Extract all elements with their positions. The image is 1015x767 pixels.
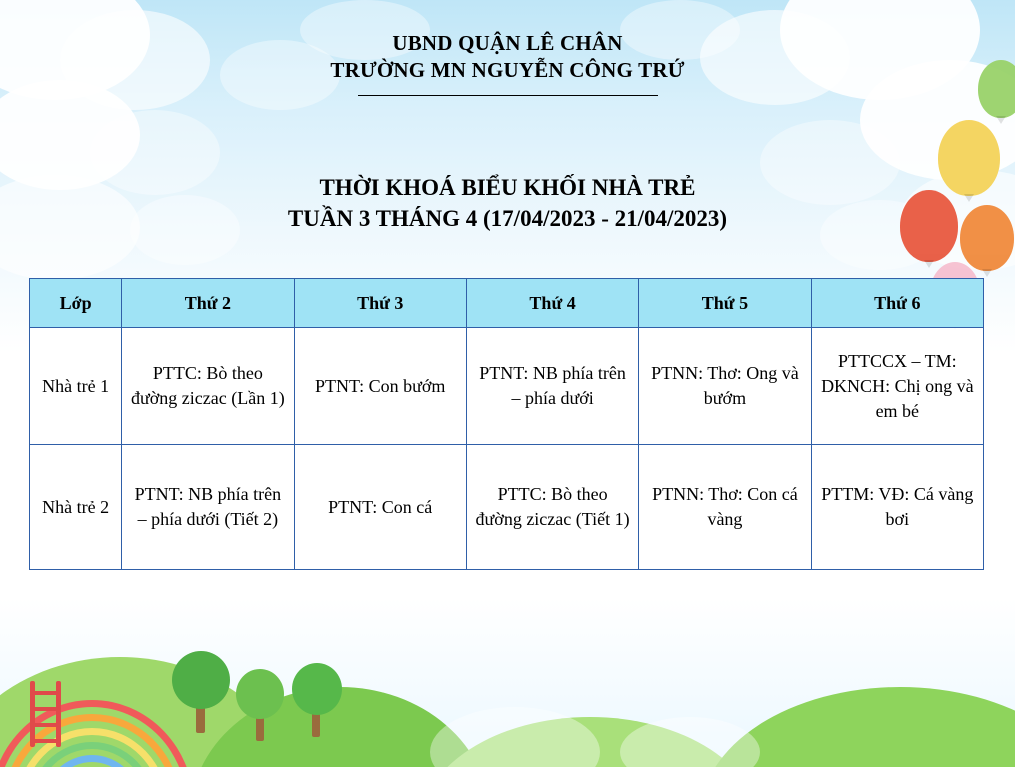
lesson-cell: PTNT: NB phía trên – phía dưới (Tiết 2) bbox=[122, 445, 294, 570]
row-class-label: Nhà trẻ 1 bbox=[30, 328, 122, 445]
lesson-cell: PTTCCX – TM: DKNCH: Chị ong và em bé bbox=[811, 328, 983, 445]
lesson-cell: PTNT: Con cá bbox=[294, 445, 466, 570]
timetable bbox=[29, 278, 984, 570]
table-row bbox=[30, 328, 984, 445]
row-class-label: Nhà trẻ 2 bbox=[30, 445, 122, 570]
org-line-1: UBND QUẬN LÊ CHÂN bbox=[392, 31, 623, 55]
table-row bbox=[30, 445, 984, 570]
header-cell-day-3: Thứ 3 bbox=[294, 279, 466, 328]
schedule-container bbox=[29, 278, 984, 570]
header-cell-class: Lớp bbox=[30, 279, 122, 328]
lesson-cell: PTTC: Bò theo đường ziczac (Lần 1) bbox=[122, 328, 294, 445]
lesson-cell: PTTC: Bò theo đường ziczac (Tiết 1) bbox=[466, 445, 638, 570]
title-line-2: TUẦN 3 THÁNG 4 (17/04/2023 - 21/04/2023) bbox=[287, 206, 728, 231]
header-cell-day-2: Thứ 2 bbox=[122, 279, 294, 328]
lesson-cell: PTNN: Thơ: Con cá vàng bbox=[639, 445, 811, 570]
table-header-row bbox=[30, 279, 984, 328]
header-divider bbox=[358, 95, 658, 96]
lesson-cell: PTNT: Con bướm bbox=[294, 328, 466, 445]
header-cell-day-6: Thứ 6 bbox=[811, 279, 983, 328]
lesson-cell: PTTM: VĐ: Cá vàng bơi bbox=[811, 445, 983, 570]
header-cell-day-5: Thứ 5 bbox=[639, 279, 811, 328]
title-line-1: THỜI KHOÁ BIỂU KHỐI NHÀ TRẺ bbox=[319, 175, 696, 200]
lesson-cell: PTNT: NB phía trên – phía dưới bbox=[466, 328, 638, 445]
org-line-2: TRƯỜNG MN NGUYỄN CÔNG TRỨ bbox=[330, 58, 685, 82]
organization-header bbox=[0, 30, 1015, 84]
lesson-cell: PTNN: Thơ: Ong và bướm bbox=[639, 328, 811, 445]
header-cell-day-4: Thứ 4 bbox=[466, 279, 638, 328]
page-title bbox=[0, 172, 1015, 234]
